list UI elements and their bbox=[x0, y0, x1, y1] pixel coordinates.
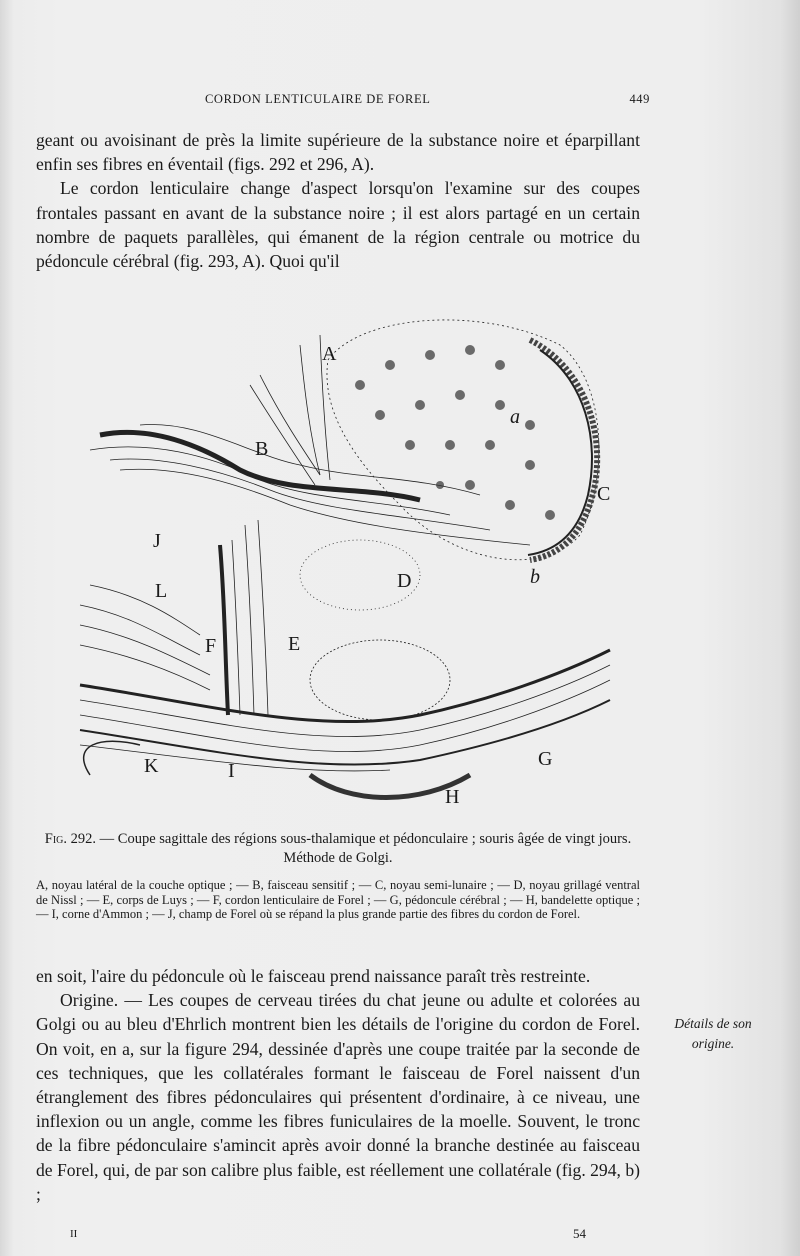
margin-note: Détails de son origine. bbox=[674, 1016, 752, 1051]
figure-label-a-upper: A bbox=[322, 343, 337, 365]
paragraph: Le cordon lenticulaire change d'aspect lorsqu'on l'examine sur des coupes frontales passant en avant de la substance noire ; il est alors partagé en un certain nombre de paquets parallèles, qui émanent de la région centrale ou motrice du pédoncule cérébral (fig. 293, A). Quoi qu'il bbox=[36, 178, 640, 272]
figure-label-a-lower: a bbox=[510, 406, 520, 428]
page-number: 449 bbox=[629, 92, 650, 106]
signature-mark: II bbox=[70, 1228, 78, 1240]
figure-label-b-lower: b bbox=[530, 566, 540, 588]
figure-292-illustration bbox=[60, 305, 630, 815]
paragraph: geant ou avoisinant de près la limite supérieure de la substance noire et éparpillant enfin ses fibres en éventail (figs. 292 et 296, A). bbox=[36, 130, 640, 175]
paragraph: Origine. — Les coupes de cerveau tirées du chat jeune ou adulte et colorées au Golgi ou au bleu d'Ehrlich montrent bien les détails de l'origine du cordon de Forel. On voit, en a, sur la figure 294, dessinée d'après une coupe traitée par la seconde de ces techniques, que les collatérales formant le faisceau de Forel naissent d'un étranglement des fibres pédonculaires qui présentent d'ordinaire, à ce niveau, une inflexion ou un angle, comme les fibres funiculaires de la moelle. Souvent, le tronc de la fibre pédonculaire s'amincit après avoir donné la branche destinée au faisceau de Forel, qui, de par son calibre plus faible, est réellement une collatérale (fig. 294, b) ; bbox=[36, 990, 640, 1204]
top-text-block bbox=[36, 128, 640, 273]
figure-label-h: H bbox=[445, 786, 460, 808]
caption-text: — Coupe sagittale des régions sous-thalamique et pédonculaire ; souris âgée de vingt jours. Méthode de Golgi. bbox=[96, 831, 632, 866]
figure-label-l: L bbox=[155, 580, 168, 602]
figure-label-k: K bbox=[144, 755, 159, 777]
figure-legend: A, noyau latéral de la couche optique ; — B, faisceau sensitif ; — C, noyau semi-lunaire ; — D, noyau grillagé ventral de Nissl ; — E, corps de Luys ; — F, cordon lenticulaire de Forel ; — G, pédoncule cérébral ; — H, bandelette optique ; — I, corne d'Ammon ; — J, champ de Forel où se répand la plus grande partie des fibres du cordon de Forel. bbox=[36, 878, 640, 922]
figure-label-j: J bbox=[153, 530, 161, 552]
figure-label-c: C bbox=[597, 483, 611, 505]
bottom-text-block bbox=[36, 964, 640, 1206]
figure-label-d: D bbox=[397, 570, 412, 592]
figure-label-g: G bbox=[538, 748, 553, 770]
figure-caption bbox=[36, 830, 640, 867]
paragraph: en soit, l'aire du pédoncule où le faisceau prend naissance paraît très restreinte. bbox=[36, 966, 591, 986]
figure-label-e: E bbox=[288, 633, 301, 655]
figure-number: Fig. 292. bbox=[44, 831, 97, 847]
running-title: CORDON LENTICULAIRE DE FOREL bbox=[205, 92, 431, 106]
figure-label-b: B bbox=[255, 438, 269, 460]
figure-label-i: I bbox=[228, 760, 235, 782]
signature-number: 54 bbox=[573, 1226, 586, 1241]
figure-label-f: F bbox=[205, 635, 217, 657]
